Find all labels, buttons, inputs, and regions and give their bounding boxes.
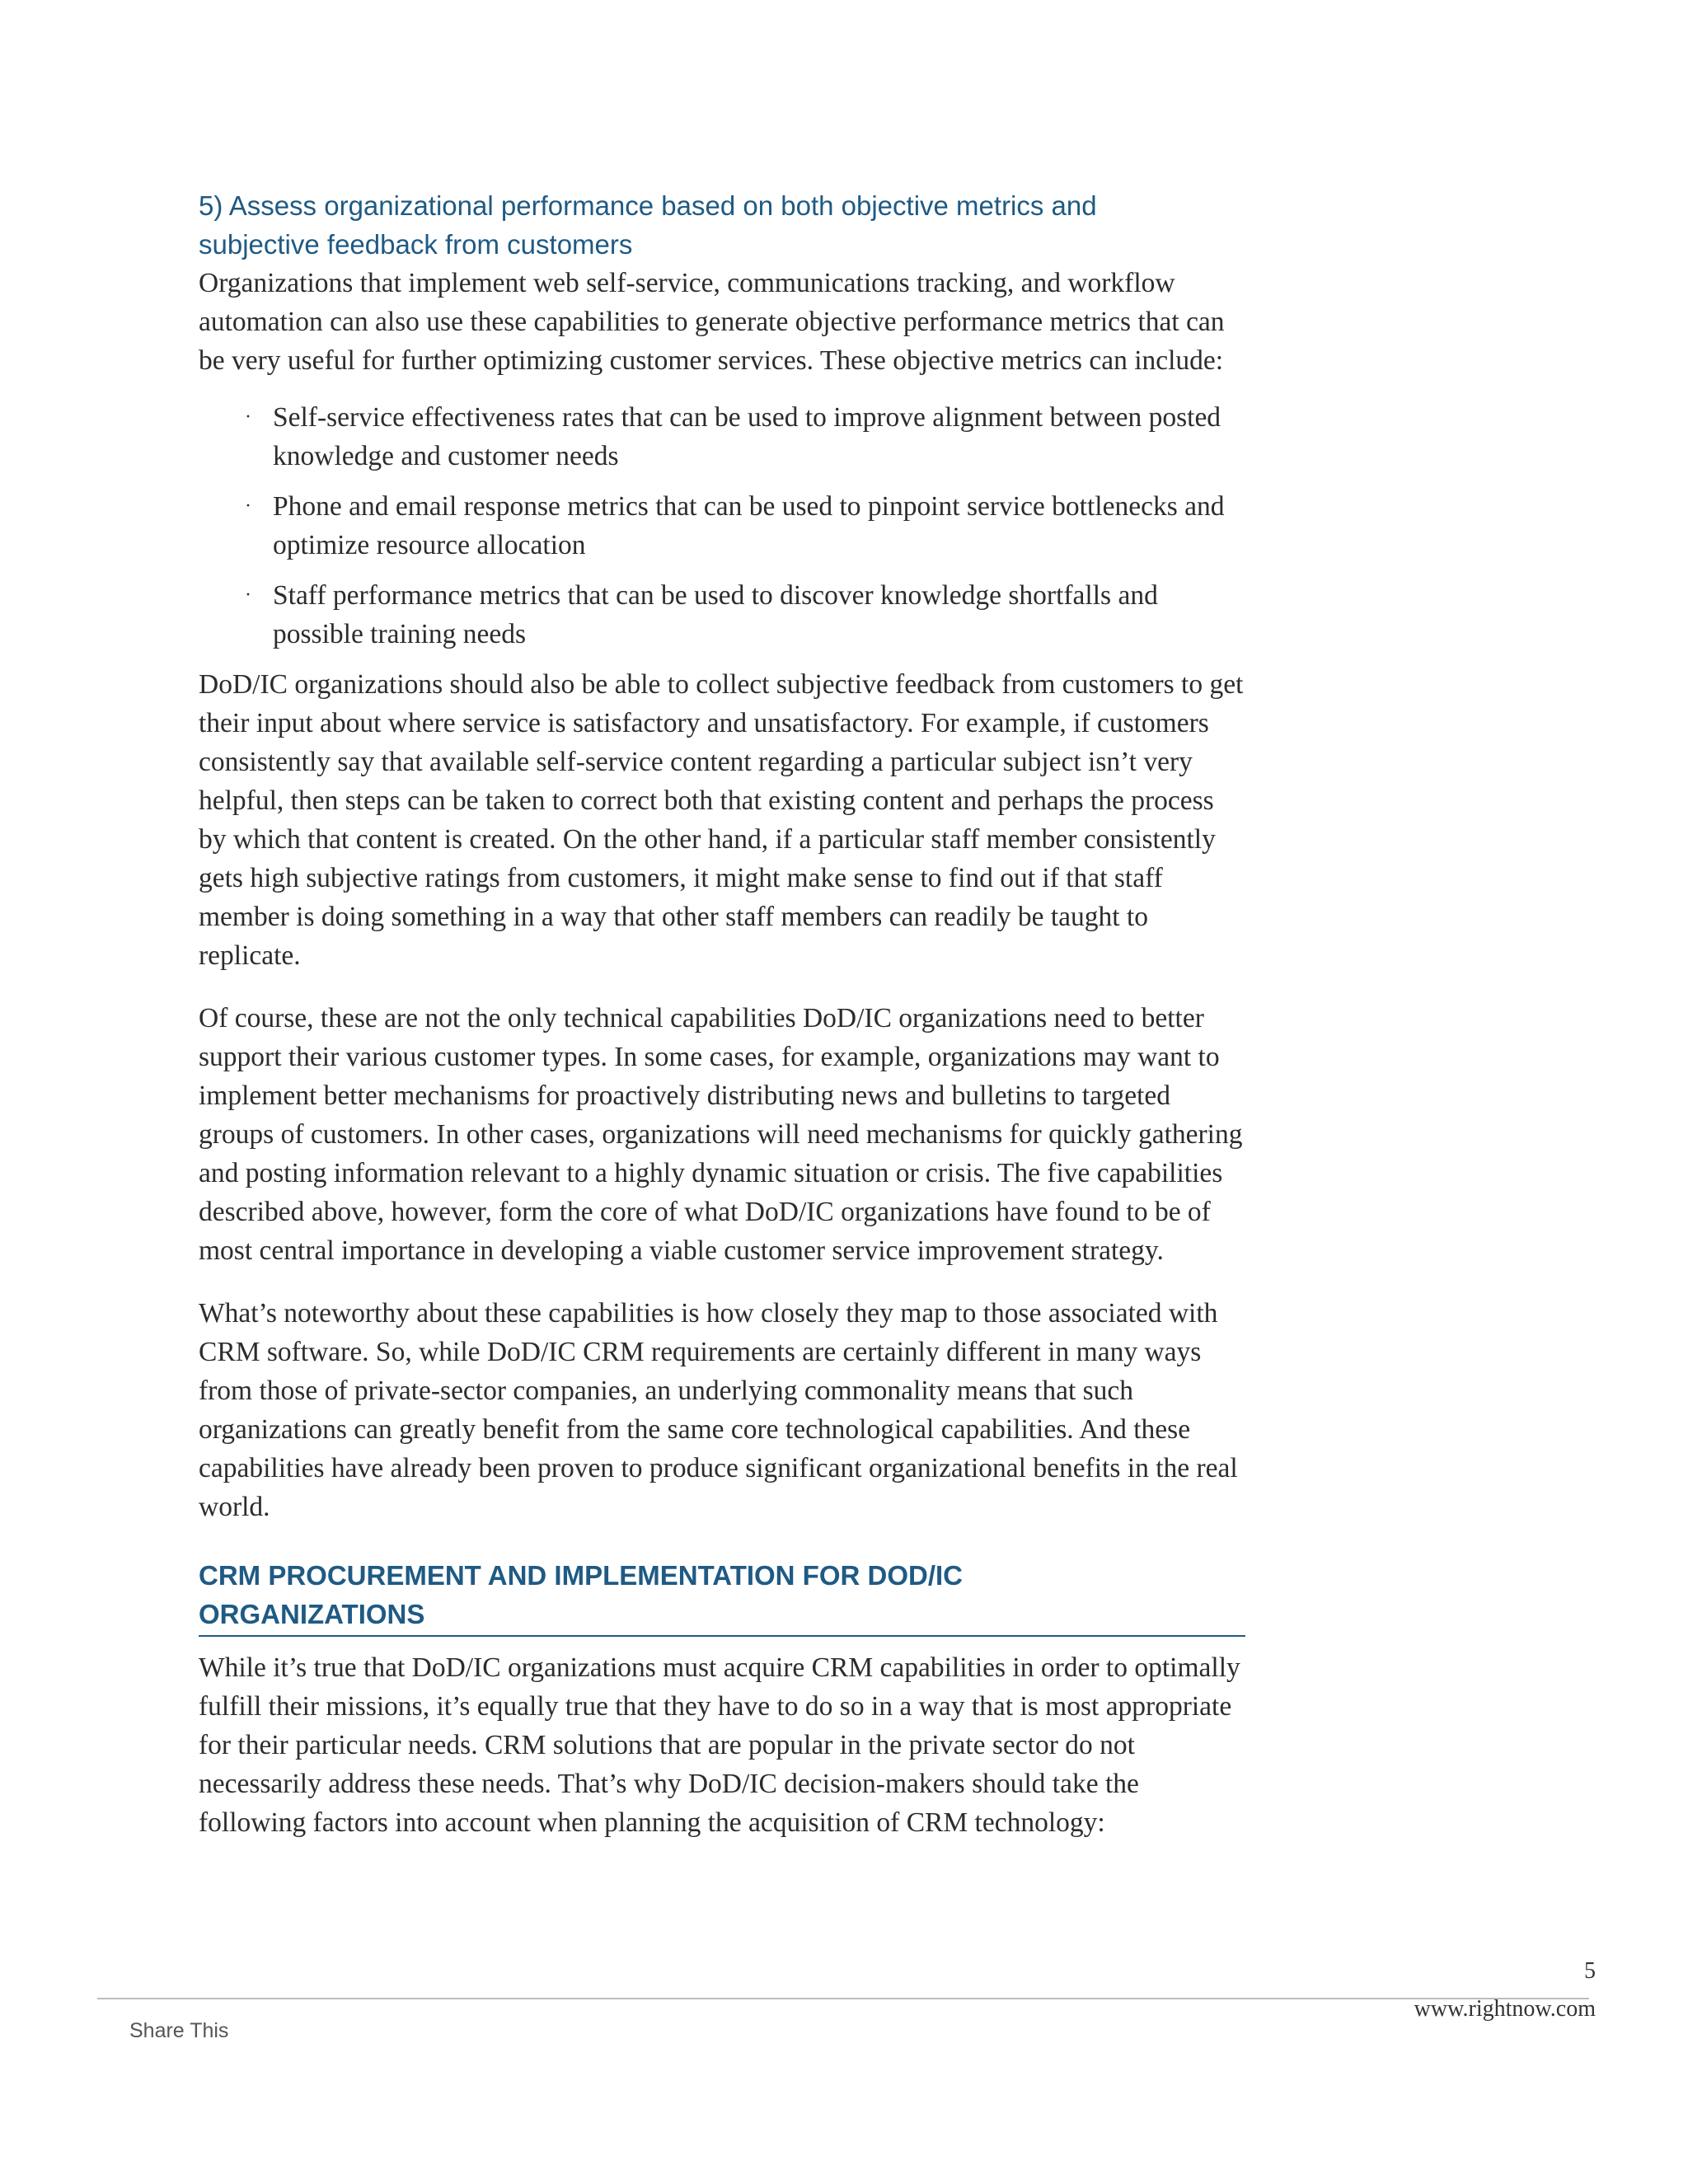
- list-item-text: Phone and email response metrics that can be used to pinpoint service bottlenecks and optimize resource allocation: [273, 491, 1225, 560]
- list-item: [199, 398, 1245, 476]
- capabilities-paragraph: Of course, these are not the only technical capabilities DoD/IC organizations need to better support their various customer types. In some cases, for example, organizations may want to implement better mechanisms for proactively distributing news and bulletins to targeted groups of customers. In other cases, organizations will need mechanisms for quickly gathering and posting information relevant to a highly dynamic situation or crisis. The five capabilities described above, however, form the core of what DoD/IC organizations have found to be of most central importance in developing a viable customer service improvement strategy.: [199, 1003, 1243, 1266]
- bullet-icon: ·: [245, 406, 251, 428]
- document-body: [199, 186, 1245, 1866]
- share-this-link[interactable]: Share This: [129, 2019, 229, 2042]
- crm-mapping-paragraph: What’s noteworthy about these capabilities is how closely they map to those associated with CRM software. So, while DoD/IC CRM requirements are certainly different in many ways from those of private-sector companies, an underlying commonality means that such organizations can greatly benefit from the same core technological capabilities. And these capabilities have already been proven to produce significant organizational benefits in the real world.: [199, 1298, 1238, 1522]
- section-heading: [199, 1556, 1245, 1637]
- feedback-paragraph: DoD/IC organizations should also be able to collect subjective feedback from customers to get their input about where service is satisfactory and unsatisfactory. For example, if customers consistently say that available self-service content regarding a particular subject isn’t very helpful, then steps can be taken to correct both that existing content and perhaps the process by which that content is created. On the other hand, if a particular staff member consistently gets high subjective ratings from customers, it might make sense to find out if that staff member is doing something in a way that other staff members can readily be taught to replicate.: [199, 669, 1244, 971]
- procurement-paragraph: While it’s true that DoD/IC organizations must acquire CRM capabilities in order to optimally fulfill their missions, it’s equally true that they have to do so in a way that is most appropriate for their particular needs. CRM solutions that are popular in the private sector do not necessarily address these needs. That’s why DoD/IC decision-makers should take the following factors into account when planning the acquisition of CRM technology:: [199, 1652, 1240, 1838]
- list-item: [199, 487, 1245, 565]
- footer-divider: [97, 1998, 1589, 1999]
- bullet-icon: ·: [245, 495, 251, 517]
- subheading-line-2: subjective feedback from customers: [199, 229, 633, 260]
- intro-paragraph: Organizations that implement web self-service, communications tracking, and workflow automation can also use these capabilities to generate objective performance metrics that can be very useful for further optimizing customer services. These objective metrics can include:: [199, 268, 1225, 376]
- subheading-line-1: 5) Assess organizational performance based on both objective metrics and: [199, 190, 1097, 221]
- bullet-icon: ·: [245, 584, 251, 606]
- section-heading-line-1: CRM PROCUREMENT AND IMPLEMENTATION FOR DOD/IC: [199, 1560, 964, 1591]
- page-number: 5: [1584, 1958, 1596, 1984]
- list-item-text: Staff performance metrics that can be used to discover knowledge shortfalls and possible training needs: [273, 580, 1158, 649]
- section-heading-line-2: ORGANIZATIONS: [199, 1599, 425, 1629]
- metrics-list: [199, 398, 1245, 654]
- website-link[interactable]: www.rightnow.com: [1414, 1996, 1596, 2022]
- list-item-text: Self-service effectiveness rates that can be used to improve alignment between posted knowledge and customer needs: [273, 402, 1221, 471]
- subheading: [199, 186, 1245, 264]
- list-item: [199, 576, 1245, 654]
